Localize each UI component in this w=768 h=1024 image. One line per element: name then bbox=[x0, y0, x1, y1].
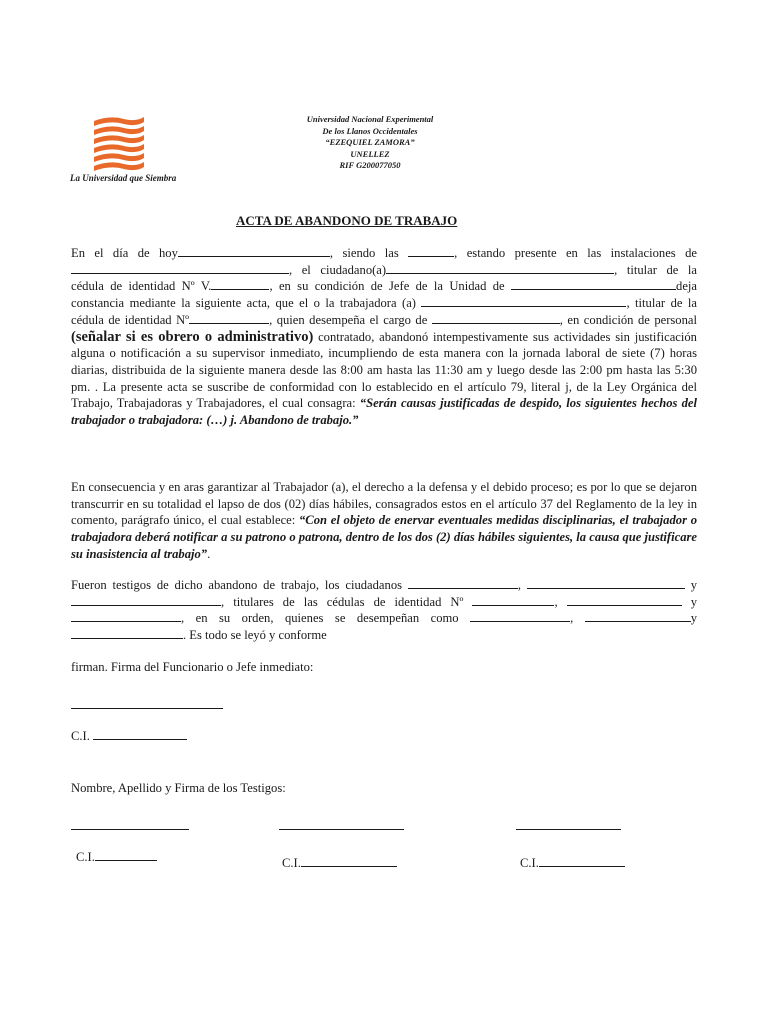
witness-1-blank[interactable] bbox=[408, 577, 518, 589]
institution-line: “EZEQUIEL ZAMORA” bbox=[325, 137, 415, 148]
institution-line: UNELLEZ bbox=[350, 148, 390, 159]
witness-2-blank[interactable] bbox=[527, 577, 685, 589]
witnesses-label: Nombre, Apellido y Firma de los Testigos: bbox=[71, 781, 286, 795]
witness-role-2-blank[interactable] bbox=[585, 610, 691, 622]
citizen-name-blank[interactable] bbox=[386, 262, 614, 274]
witness-3-ci-field: C.I. bbox=[520, 855, 625, 871]
witness-role-3-blank[interactable] bbox=[71, 627, 183, 639]
firman-label: firman. Firma del Funcionario o Jefe inmediato: bbox=[71, 660, 314, 674]
position-blank[interactable] bbox=[432, 312, 560, 324]
paragraph-3: Fueron testigos de dicho abandono de trabajo, los ciudadanos , y , titulares de las cédulas de identidad Nº , y , en su orden, quienes se desempeñan como , y . Es todo se leyó y conforme bbox=[71, 578, 698, 643]
witness-2-ci-blank[interactable] bbox=[301, 855, 397, 867]
logo-caption: La Universidad que Siembra bbox=[70, 173, 177, 183]
witness-3-signature-line[interactable] bbox=[516, 829, 621, 830]
institution-line: De los Llanos Occidentales bbox=[322, 125, 418, 136]
paragraph-2: En consecuencia y en aras garantizar al Trabajador (a), el derecho a la defensa y el debido proceso; es por lo que se dejaron transcurrir en su totalidad el lapso de dos (02) días hábiles, consagrados estos en el artículo 37 del Reglamento de la ley in comento, parágrafo único, el cual establece: “Con el objeto de enervar eventuales medidas disciplinarias, el trabajador o trabajadora deberá notificar a su patrono o patrona, dentro de los dos (2) días hábiles siguientes, la causa que justificare su inasistencia al trabajo”. bbox=[71, 480, 697, 561]
witness-2-ci-field: C.I. bbox=[282, 855, 397, 871]
witness-1-ci-field: C.I. bbox=[76, 849, 157, 865]
witness-id-3-blank[interactable] bbox=[71, 610, 181, 622]
witness-3-ci-blank[interactable] bbox=[539, 855, 625, 867]
witness-2-signature-line[interactable] bbox=[279, 829, 404, 830]
worker-id-blank[interactable] bbox=[189, 312, 269, 324]
paragraph-1: En el día de hoy , siendo las , estando presente en las instalaciones de , el ciudadano(a) , titular de la cédula de identidad Nº V. , en su condición de Jefe de la Unidad de deja constancia mediante la siguiente acta, que el o la trabajadora (a) , titular de la cédula de identidad Nº , quien desempeña el cargo de , en condición de personal (señalar si es obrero o administrativo) contratado, abandonó intempestivamente sus actividades sin justificación alguna o notificación a su supervisor inmediato, incumpliendo de esta manera con la jornada laboral de siete (7) horas diarias, distribuida de la siguiente manera desde las 8:00 am hasta las 11:30 am y luego desde las 2:00 pm hasta las 5:30 pm. . La presente acta se suscribe de conformidad con lo establecido en el artículo 79, literal j, de la Ley Orgánica del Trabajo, Trabajadoras y Trabajadores, el cual consagra: “Serán causas justificadas de despido, los siguientes hechos del trabajador o trabajadora: (…) j. Abandono de trabajo.” bbox=[71, 246, 698, 428]
boss-ci-field: C.I. bbox=[71, 728, 187, 744]
date-blank[interactable] bbox=[178, 245, 330, 257]
boss-signature-line[interactable] bbox=[71, 708, 223, 709]
witness-id-2-blank[interactable] bbox=[567, 594, 682, 606]
witness-3-blank[interactable] bbox=[71, 594, 221, 606]
institution-line: RIF G200077050 bbox=[339, 160, 401, 171]
location-blank[interactable] bbox=[71, 262, 289, 274]
boss-ci-blank[interactable] bbox=[93, 728, 187, 740]
citizen-id-blank[interactable] bbox=[211, 278, 269, 290]
document-title: ACTA DE ABANDONO DE TRABAJO bbox=[236, 213, 458, 228]
worker-name-blank[interactable] bbox=[421, 295, 626, 307]
witness-1-signature-line[interactable] bbox=[71, 829, 189, 830]
university-logo-icon bbox=[90, 113, 148, 175]
witness-id-1-blank[interactable] bbox=[472, 594, 554, 606]
witness-role-1-blank[interactable] bbox=[470, 610, 570, 622]
institution-line: Universidad Nacional Experimental bbox=[306, 114, 434, 124]
witness-1-ci-blank[interactable] bbox=[95, 849, 157, 861]
institution-block bbox=[300, 114, 440, 172]
time-blank[interactable] bbox=[408, 245, 454, 257]
unit-blank[interactable] bbox=[511, 278, 676, 290]
